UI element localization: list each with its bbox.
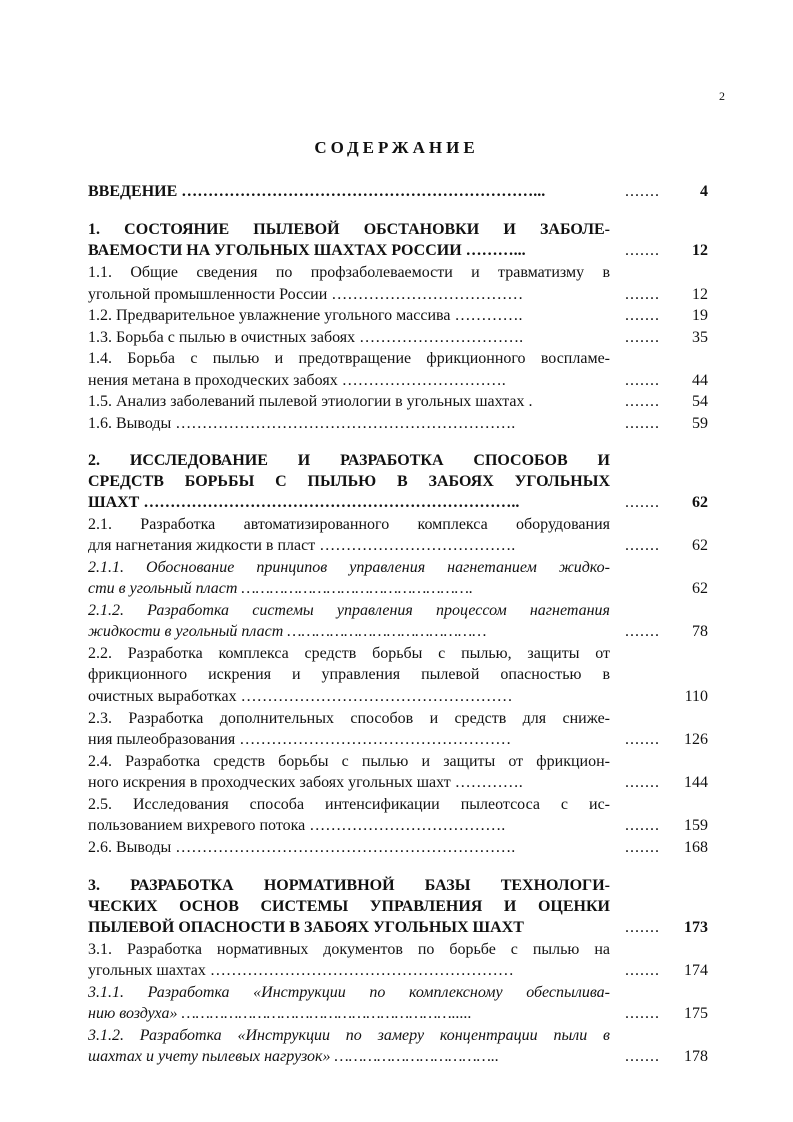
toc-line-s1-b: ВАЕМОСТИ НА УГОЛЬНЫХ ШАХТАХ РОССИИ ………...	[88, 242, 526, 259]
toc-page-s26: 168	[684, 839, 708, 856]
toc-line-s211-a: 2.1.1. Обоснование принципов управления нагнетанием жидко-	[88, 559, 610, 576]
toc-leader: .......	[625, 183, 660, 200]
toc-line-s14-a: 1.4. Борьба с пылью и предотвращение фрикционного воспламе-	[88, 350, 610, 367]
toc-leader: .......	[625, 372, 660, 389]
toc-page-s311: 175	[684, 1005, 708, 1022]
toc-line-s312-b: шахтах и учету пылевых нагрузок» ……………………………..	[88, 1048, 499, 1065]
toc-leader: .......	[625, 839, 660, 856]
toc-page-s1: 12	[692, 242, 708, 259]
toc-leader: .......	[625, 242, 660, 259]
toc-page-s21: 62	[692, 537, 708, 554]
toc-leader: .......	[625, 307, 660, 324]
toc-leader: .......	[625, 962, 660, 979]
toc-leader: .......	[625, 919, 660, 936]
toc-line-s16: 1.6. Выводы ……………………………………………………….	[88, 415, 516, 432]
toc-line-s211-b: сти в угольный пласт ………………………………………….	[88, 580, 474, 597]
toc-line-intro: ВВЕДЕНИЕ …………………………………………………………...	[88, 183, 546, 200]
toc-line-s312-a: 3.1.2. Разработка «Инструкции по замеру концентрации пыли в	[88, 1027, 610, 1044]
toc-line-s22-b: фрикционного искрения и управления пылевой опасностью в	[88, 666, 610, 683]
toc-line-s25-b: пользованием вихревого потока ……………………………….	[88, 817, 506, 834]
toc-page-s3: 173	[684, 919, 708, 936]
toc-page-s22: 110	[684, 688, 708, 705]
toc-page-s11: 12	[692, 286, 708, 303]
toc-page-s211: 62	[692, 580, 708, 597]
toc-line-s212-b: жидкости в угольный пласт ……………………………………	[88, 623, 487, 640]
toc-line-s2-c: ШАХТ ……………………………………………………………..	[88, 494, 520, 511]
toc-line-s22-c: очистных выработках ……………………………………………	[88, 688, 513, 705]
toc-line-s31-a: 3.1. Разработка нормативных документов по борьбе с пылью на	[88, 941, 610, 958]
toc-leader: .......	[625, 494, 660, 511]
toc-page-s12: 19	[692, 307, 708, 324]
toc-line-s2-a: 2. ИССЛЕДОВАНИЕ И РАЗРАБОТКА СПОСОБОВ И	[88, 452, 610, 469]
toc-line-s26: 2.6. Выводы ……………………………………………………….	[88, 839, 516, 856]
toc-line-s23-a: 2.3. Разработка дополнительных способов и средств для сниже-	[88, 710, 610, 727]
toc-line-s21-b: для нагнетания жидкости в пласт ……………………………….	[88, 537, 516, 554]
toc-leader: .......	[625, 1005, 660, 1022]
toc-page-s14: 44	[692, 372, 708, 389]
toc-leader: .......	[625, 623, 660, 640]
toc-page-s13: 35	[692, 329, 708, 346]
page-number: 2	[719, 89, 725, 103]
toc-line-s311-b: нию воздуха» ………………………………………………….....	[88, 1005, 472, 1022]
toc-line-s1-a: 1. СОСТОЯНИЕ ПЫЛЕВОЙ ОБСТАНОВКИ И ЗАБОЛЕ-	[88, 221, 610, 238]
toc-leader: .......	[625, 393, 660, 410]
toc-line-s14-b: нения метана в проходческих забоях ………………………….	[88, 372, 506, 389]
toc-page-s25: 159	[684, 817, 708, 834]
toc-line-s12: 1.2. Предварительное увлажнение угольного массива ………….	[88, 307, 523, 324]
toc-line-s22-a: 2.2. Разработка комплекса средств борьбы с пылью, защиты от	[88, 645, 610, 662]
toc-leader: .......	[625, 1048, 660, 1065]
toc-page-s312: 178	[684, 1048, 708, 1065]
toc-line-s15: 1.5. Анализ заболеваний пылевой этиологии в угольных шахтах .	[88, 393, 533, 410]
toc-line-s311-a: 3.1.1. Разработка «Инструкции по комплексному обеспылива-	[88, 984, 610, 1001]
toc-line-s24-a: 2.4. Разработка средств борьбы с пылью и защиты от фрикцион-	[88, 753, 610, 770]
toc-leader: .......	[625, 286, 660, 303]
toc-page-intro: 4	[700, 183, 708, 200]
page-title: СОДЕРЖАНИЕ	[314, 138, 479, 157]
toc-page-s24: 144	[684, 774, 708, 791]
toc-page-s15: 54	[692, 393, 708, 410]
toc-leader: .......	[625, 774, 660, 791]
toc-page-s23: 126	[684, 731, 708, 748]
toc-line-s3-a: 3. РАЗРАБОТКА НОРМАТИВНОЙ БАЗЫ ТЕХНОЛОГИ-	[88, 877, 610, 894]
toc-line-s212-a: 2.1.2. Разработка системы управления процессом нагнетания	[88, 602, 610, 619]
toc-line-s21-a: 2.1. Разработка автоматизированного комплекса оборудования	[88, 516, 610, 533]
toc-page-s2: 62	[692, 494, 708, 511]
toc-line-s11-a: 1.1. Общие сведения по профзаболеваемости и травматизму в	[88, 264, 610, 281]
toc-line-s25-a: 2.5. Исследования способа интенсификации пылеотсоса с ис-	[88, 796, 610, 813]
toc-leader: .......	[625, 415, 660, 432]
toc-leader: .......	[625, 817, 660, 834]
toc-leader: .......	[625, 731, 660, 748]
toc-line-s2-b: СРЕДСТВ БОРЬБЫ С ПЫЛЬЮ В ЗАБОЯХ УГОЛЬНЫХ	[88, 473, 610, 490]
toc-leader: .......	[625, 537, 660, 554]
toc-line-s13: 1.3. Борьба с пылью в очистных забоях ………………………….	[88, 329, 524, 346]
toc-line-s3-c: ПЫЛЕВОЙ ОПАСНОСТИ В ЗАБОЯХ УГОЛЬНЫХ ШАХТ	[88, 919, 524, 936]
toc-page-s212: 78	[692, 623, 708, 640]
toc-page-s16: 59	[692, 415, 708, 432]
toc-line-s3-b: ЧЕСКИХ ОСНОВ СИСТЕМЫ УПРАВЛЕНИЯ И ОЦЕНКИ	[88, 898, 610, 915]
toc-line-s24-b: ного искрения в проходческих забоях угольных шахт ………….	[88, 774, 523, 791]
toc-leader: .......	[625, 329, 660, 346]
toc-line-s11-b: угольной промышленности России ………………………………	[88, 286, 524, 303]
toc-line-s23-b: ния пылеобразования ……………………………………………	[88, 731, 512, 748]
toc-page-s31: 174	[684, 962, 708, 979]
toc-line-s31-b: угольных шахтах …………………………………………………	[88, 962, 514, 979]
